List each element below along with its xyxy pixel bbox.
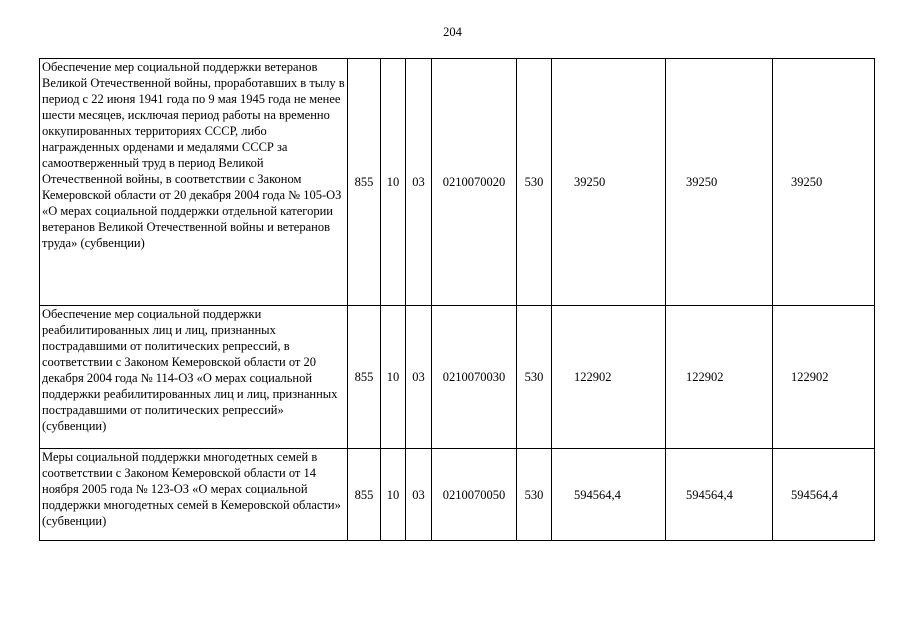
ministry-code: 855 [348,306,381,449]
amount-year-1: 39250 [552,59,666,306]
amount-year-3: 594564,4 [773,449,875,541]
table-row [40,449,875,541]
budget-table [39,58,875,541]
amount-year-2: 122902 [666,306,773,449]
section-code: 10 [381,306,406,449]
subsection-code: 03 [406,59,432,306]
expense-type-code: 530 [517,449,552,541]
amount-year-3: 122902 [773,306,875,449]
subsection-code: 03 [406,449,432,541]
amount-year-2: 39250 [666,59,773,306]
page-number: 204 [443,25,462,39]
row-description: Меры социальной поддержки многодетных семей в соответствии с Законом Кемеровской области от 14 ноября 2005 года № 123-ОЗ «О мерах социальной поддержки многодетных семей в Кемеровской области» (субвенции) [40,449,348,541]
ministry-code: 855 [348,449,381,541]
subsection-code: 03 [406,306,432,449]
target-article-code: 0210070050 [432,449,517,541]
ministry-code: 855 [348,59,381,306]
target-article-code: 0210070030 [432,306,517,449]
table-row [40,59,875,306]
section-code: 10 [381,59,406,306]
amount-year-1: 122902 [552,306,666,449]
row-description: Обеспечение мер социальной поддержки реабилитированных лиц и лиц, признанных пострадавшими от политических репрессий, в соответствии с Законом Кемеровской области от 20 декабря 2004 года № 114-ОЗ «О мерах социальной поддержки реабилитированных лиц и лиц, признанных пострадавшими от политических репрессий» (субвенции) [40,306,348,449]
section-code: 10 [381,449,406,541]
table-row [40,306,875,449]
amount-year-3: 39250 [773,59,875,306]
expense-type-code: 530 [517,59,552,306]
expense-type-code: 530 [517,306,552,449]
amount-year-1: 594564,4 [552,449,666,541]
amount-year-2: 594564,4 [666,449,773,541]
target-article-code: 0210070020 [432,59,517,306]
row-description: Обеспечение мер социальной поддержки ветеранов Великой Отечественной войны, проработавших в тылу в период с 22 июня 1941 года по 9 мая 1945 года не менее шести месяцев, исключая период работы на временно оккупированных территориях СССР, либо награжденных орденами и медалями СССР за самоотверженный труд в период Великой Отечественной войны, в соответствии с Законом Кемеровской области от 20 декабря 2004 года № 105-ОЗ «О мерах социальной поддержки отдельной категории ветеранов Великой Отечественной войны и ветеранов труда» (субвенции) [40,59,348,306]
